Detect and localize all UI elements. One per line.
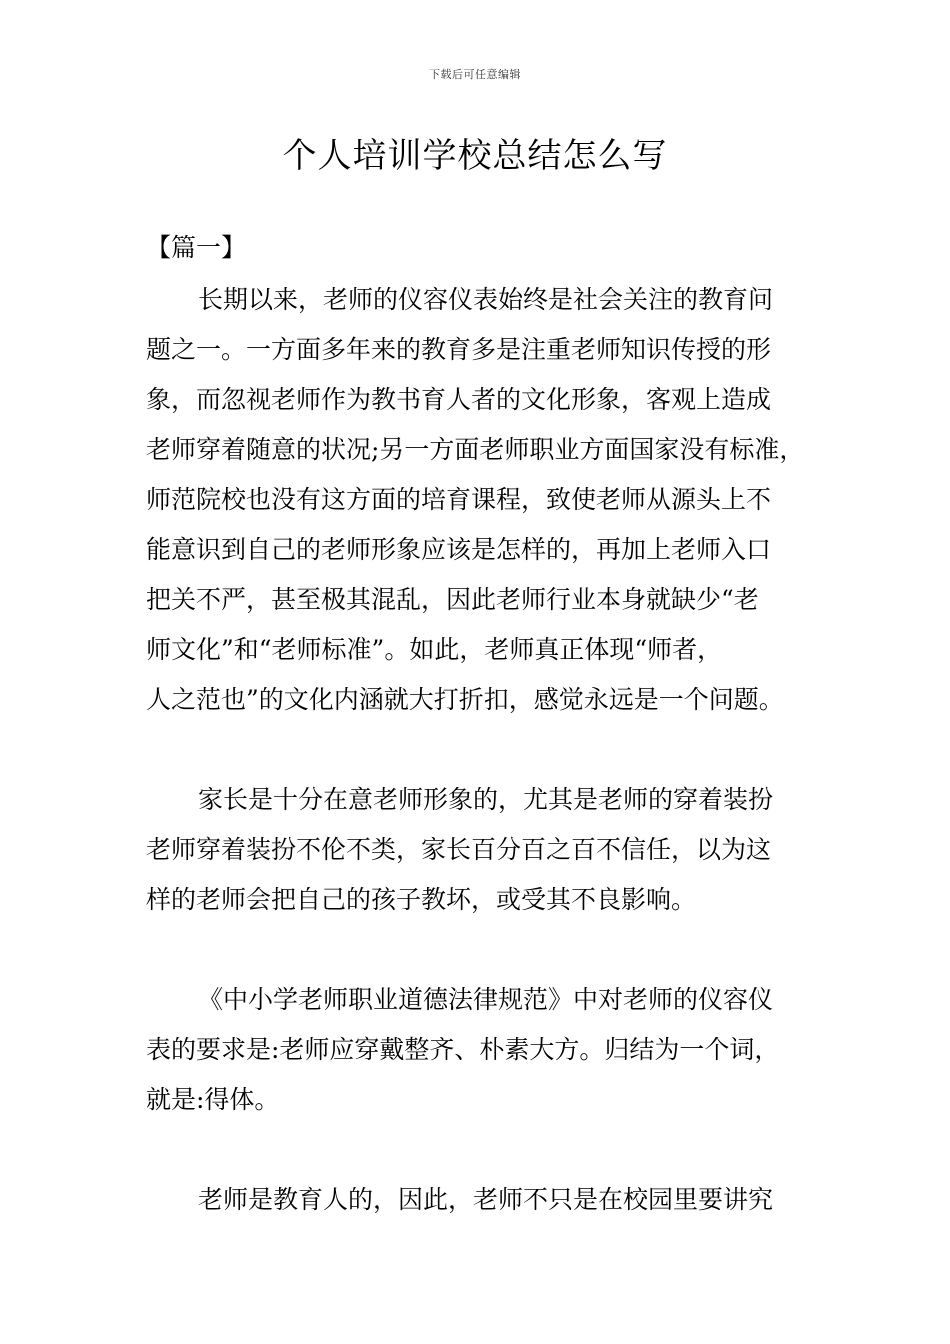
paragraph: [146, 975, 818, 1125]
header-note: 下载后可任意编辑: [429, 68, 521, 81]
paragraph-line: 象，而忽视老师作为教书育人者的文化形象，客观上造成: [146, 385, 772, 414]
paragraph-line: 长期以来，老师的仪容仪表始终是社会关注的教育问: [198, 285, 774, 314]
document-body: [146, 275, 818, 1225]
paragraph-line: 师文化”和“老师标准”。如此，老师真正体现“师者，: [146, 635, 723, 664]
paragraph: [146, 1175, 818, 1225]
paragraph-line: 家长是十分在意老师形象的，尤其是老师的穿着装扮: [198, 785, 774, 814]
section-label: 【篇一】: [146, 233, 247, 262]
paragraph-line: 题之一。一方面多年来的教育多是注重老师知识传授的形: [146, 335, 772, 364]
paragraph-line: 能意识到自己的老师形象应该是怎样的，再加上老师入口: [146, 535, 772, 564]
document-title: 个人培训学校总结怎么写: [282, 136, 668, 176]
paragraph-line: 老师是教育人的，因此，老师不只是在校园里要讲究: [198, 1185, 774, 1214]
paragraph-gap: [146, 925, 818, 975]
paragraph-gap: [146, 1125, 818, 1175]
paragraph-line: 表的要求是:老师应穿戴整齐、朴素大方。归结为一个词，: [146, 1035, 780, 1064]
paragraph-line: 老师穿着装扮不伦不类，家长百分百之百不信任，以为这: [146, 835, 772, 864]
paragraph: [146, 275, 818, 725]
paragraph: [146, 775, 818, 925]
paragraph-line: 师范院校也没有这方面的培育课程，致使老师从源头上不: [146, 485, 772, 514]
paragraph-line: 把关不严，甚至极其混乱，因此老师行业本身就缺少“老: [146, 585, 759, 614]
paragraph-line: 人之范也”的文化内涵就大打折扣，感觉永远是一个问题。: [146, 685, 784, 714]
paragraph-line: 就是:得体。: [146, 1085, 280, 1114]
paragraph-gap: [146, 725, 818, 775]
paragraph-line: 样的老师会把自己的孩子教坏，或受其不良影响。: [146, 885, 697, 914]
paragraph-line: 《中小学老师职业道德法律规范》中对老师的仪容仪: [198, 985, 774, 1014]
paragraph-line: 老师穿着随意的状况;另一方面老师职业方面国家没有标准，: [146, 435, 805, 464]
